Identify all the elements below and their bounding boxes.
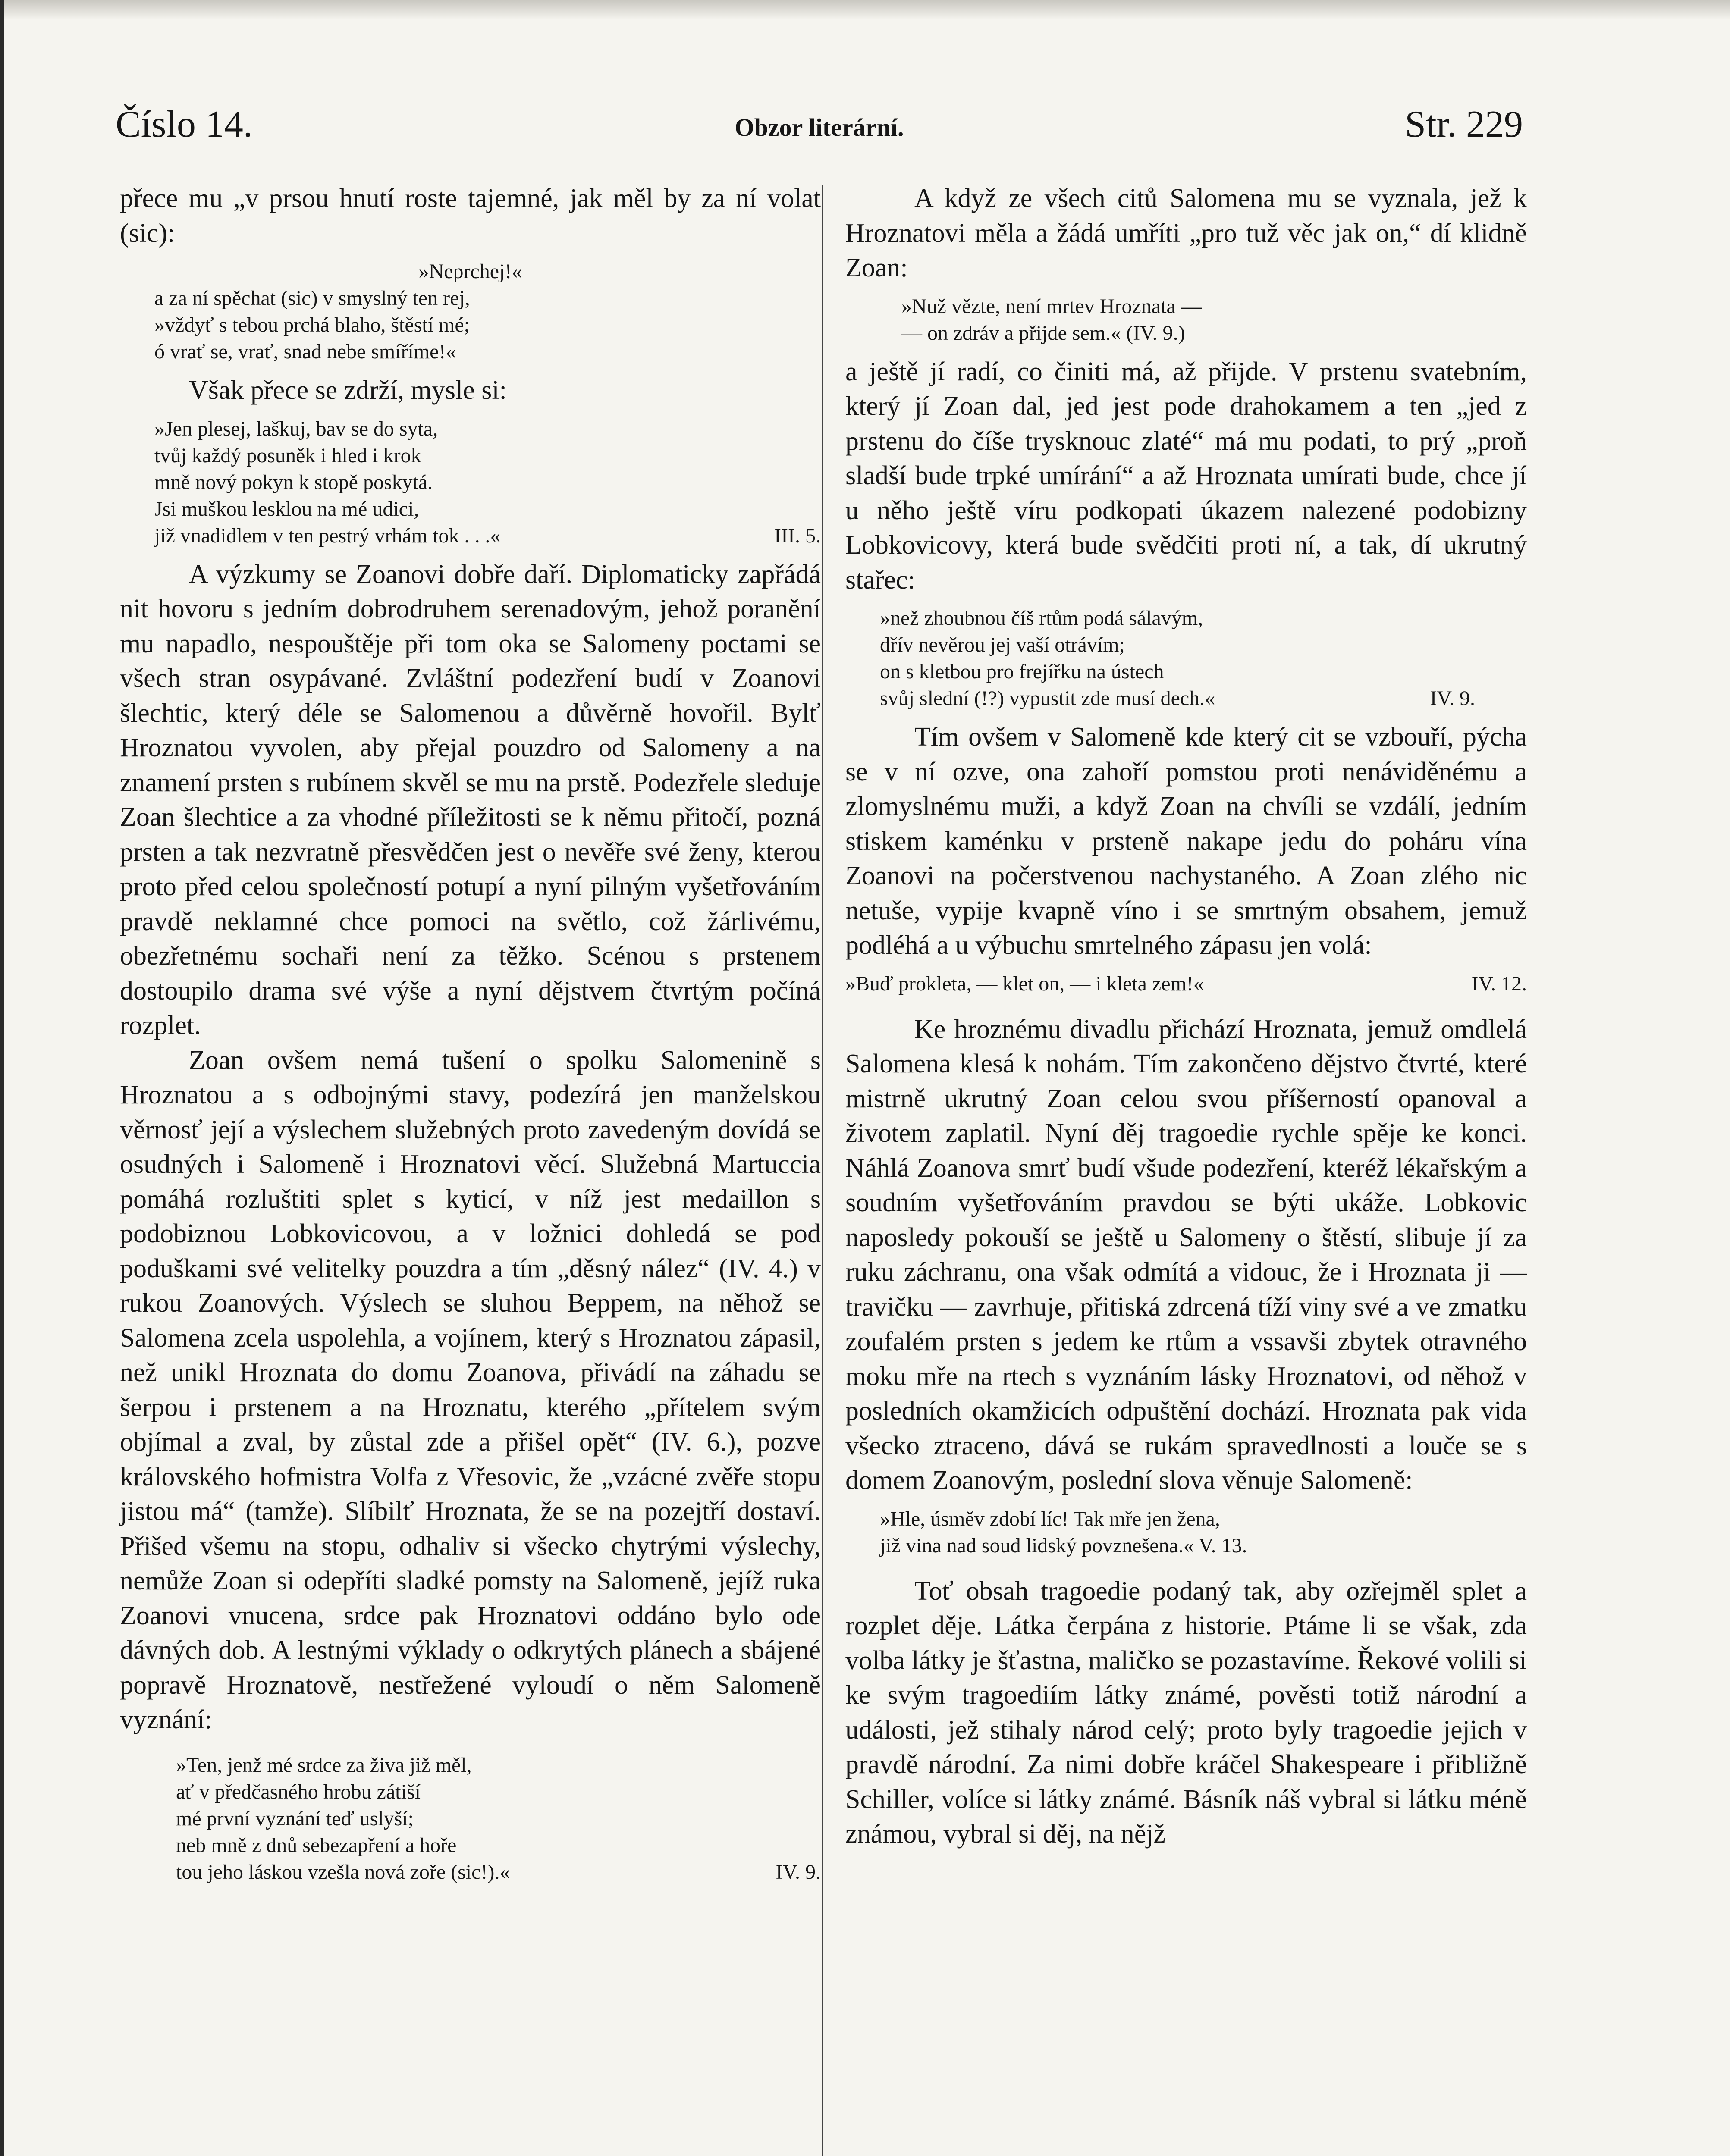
verse-citation: IV. 9. [776,1860,821,1883]
verse-line: již vina nad soud lidský povznešena.« [880,1534,1194,1557]
paragraph: Tím ovšem v Salomeně kde který cit se vzbouří, pýcha se v ní ozve, ona zahoří pomstou proti nenáviděnému a zlomyslnému muži, a když Zoan na chvíli se vzdálí, jedním stiskem kaménku v prsteně nakape jedu do poháru vína Zoanovi na počerstvenou nachystaného. A Zoan zlého nic netuše, vypije kvapně víno i se smrtným obsahem, jemuž podléhá a u výbuchu smrtelného zápasu jen volá: [845,722,1527,960]
verse-line: již vnadidlem v ten pestrý vrhám tok . . .« [154,524,501,547]
verse-line-with-citation [845,1532,1527,1559]
verse-line: »Hle, úsměv zdobí líc! Tak mře jen žena, [880,1507,1220,1530]
verse-line: dřív nevěrou jej vaší otrávím; [880,633,1125,656]
right-column [845,181,1527,1852]
verse-line: a za ní spěchat (sic) v smyslný ten rej, [154,287,470,310]
page-number: Str. 229 [1405,103,1523,145]
verse-line: on s kletbou pro frejířku na ústech [880,660,1164,683]
verse-line: »vždyť s tebou prchá blaho, štěstí mé; [154,313,470,336]
verse-line: ó vrať se, vrať, snad nebe smíříme!« [154,340,456,363]
verse-line: neb mně z dnů sebezapření a hoře [176,1833,457,1857]
paragraph: a ještě jí radí, co činiti má, až přijde. V prstenu svatebním, který jí Zoan dal, jed jest pode drahokamem a ten „jed z prstenu do číše trysknouc zlaté“ má mu podati, to prý „proň sladší bude trpké umírání“ a až Hroznata umírati bude, chce jí u něho ještě víru podkopati úkazem nalezené podobizny Lobkovicovy, která bude svědčiti proti ní, a tak, dí ukrutný stařec: [845,357,1527,595]
column-divider [822,185,823,2156]
verse-line-with-citation [120,523,821,549]
verse-line: »Nuž vězte, není mrtev Hroznata — [901,295,1202,318]
verse-line-with-citation [120,1859,821,1886]
verse-line: svůj slední (!?) vypustit zde musí dech.« [880,687,1215,710]
verse-citation: V. 13. [1199,1534,1247,1557]
verse-line: »Ten, jenž mé srdce za živa již měl, [176,1753,472,1777]
verse-line: mé první vyznání teď uslyší; [176,1807,414,1830]
paragraph: Zoan ovšem nemá tušení o spolku Salomenině s Hroznatou a s odbojnými stavy, podezírá jen manželskou věrnosť její a výslechem služebných proto zavedeným dovídá se osudných i Salomeně i Hroznatovi věcí. Služebná Martuccia pomáhá rozluštiti splet s kyticí, v níž jest medaillon s podobiznou Lobkovicovou, a v ložnici dohledá se pod poduškami své velitelky pouzdra a tím „děsný nález“ (IV. 4.) v rukou Zoanových. Výslech se sluhou Beppem, na něhož se Salomena zcela uspolehla, a vojínem, který s Hroznatou zápasil, než unikl Hroznata do domu Zoanova, přivádí na záhadu se šerpou i prstenem a na Hroznatu, kterého „přítelem svým objímal a zval, by zůstal zde a přišel opět“ (IV. 6.), pozve královského hofmistra Volfa z Vřesovic, že „vzácné zvěře stopu jistou má“ (tamže). Slíbilť Hroznata, že se na pozejtří dostaví. Přišed všemu na stopu, odhaliv si všecko chytrými výslechy, nemůže Zoan si odepříti sladké pomsty na Salomeně, jejíž ruka Zoanovi vnucena, srdce pak Hroznatovi oddáno bylo ode dávných dob. A lestnými výklady o odkrytých plánech a sbájené popravě Hroznatově, nestřežené vyloudí o něm Salomeně vyznání: [120,1045,821,1734]
verse-citation: III. 5. [774,524,821,547]
verse-line: tou jeho láskou vzešla nová zoře (sic!).« [176,1860,510,1883]
verse-line-with-citation [845,971,1527,997]
paragraph: přece mu „v prsou hnutí roste tajemné, jak měl by za ní volat (sic): [120,184,821,248]
paragraph: Ke hroznému divadlu přichází Hroznata, jemuž omdlelá Salomena klesá k nohám. Tím zakončeno dějstvo čtvrté, které mistrně ukrutný Zoan celou svou příšerností opanoval a životem zaplatil. Nyní děj tragoedie rychle spěje ke konci. Náhlá Zoanova smrť budí všude podezření, kteréž lékařským a soudním vyšetřováním pravdou se býti ukáže. Lobkovic naposledy pokouší se ještě u Salomeny o štěstí, slibuje jí za ruku záchranu, ona však odmítá a vidouc, že i Hroznata ji — travičku — zavrhuje, přitiská zdrcená tíží viny své a ve zmatku zoufalém prsten s jedem ke rtům a vssavši zbytek otravného moku mře na rtech s vyznáním lásky Hroznatovi, od něhož v posledních okamžicích odpuštění dochází. Hroznata pak vida všecko ztraceno, dává se rukám spravedlnosti a louče se s domem Zoanovým, poslední slova věnuje Salomeně: [845,1014,1527,1495]
verse-line: Jsi muškou lesklou na mé udici, [154,497,419,520]
page-header [116,103,1523,154]
verse-line: ať v předčasného hrobu zátiší [176,1780,421,1803]
paragraph: A výzkumy se Zoanovi dobře daří. Diplomaticky zapřádá nit hovoru s jedním dobrodruhem serenadovým, jehož poranění mu napadlo, nespouštěje při tom oka se Salomeny poctami se všech stran osypávané. Zvláštní podezření budí v Zoanovi šlechtic, který déle se Salomenou a důvěrně hovořil. Bylť Hroznatou vyvolen, aby přejal pouzdro od Salomeny a na znamení prsten s rubínem skvěl se mu na prstě. Podezřele sleduje Zoan šlechtice a za vhodné příležitosti se k němu přitočí, pozná prsten a tak nezvratně přesvědčen jest o nevěře své ženy, kterou proto před celou společností potupí a nyní pilným vyšetřováním pravdě neklamné chce pomoci na světlo, což žárlivému, obezřetnému sochaři není za těžko. Scénou s prstenem dostoupilo drama své výše a nyní dějstvem čtvrtým počíná rozplet. [120,559,821,1040]
verse-line: — on zdráv a přijde sem.« (IV. 9.) [901,321,1185,345]
paragraph: A když ze všech citů Salomena mu se vyznala, jež k Hroznatovi měla a žádá umříti „pro tuž věc jak on,“ dí klidně Zoan: [845,184,1527,282]
verse-line: tvůj každý posuněk i hled i krok [154,444,421,467]
paragraph: Však přece se zdrží, mysle si: [189,376,507,405]
verse-line: »než zhoubnou číš rtům podá sálavým, [880,607,1203,630]
verse-line: »Neprchej!« [418,260,522,283]
verse-citation: IV. 9. [1430,687,1475,710]
paragraph: Toť obsah tragoedie podaný tak, aby ozřejměl splet a rozplet děje. Látka čerpána z historie. Ptáme li se však, zda volba látky je šťastna, maličko se pozastavíme. Řekové volili si ke svým tragoediím látky známé, pověsti totiž národní a události, jež stihaly národ celý; proto byly tragoedie jejich v pravdě národní. Za nimi dobře kráčel Shakespeare i přibližně Schiller, volíce si látky známé. Básník náš vybral si látku méně známou, vybral si děj, na nějž [845,1576,1527,1849]
page-top-edge [4,0,1730,20]
verse-line-with-citation [845,685,1527,712]
left-column [120,181,821,1886]
verse-line: mně nový pokyn k stopě poskytá. [154,470,433,494]
journal-title: Obzor literární. [735,113,904,141]
verse-line: »Buď prokleta, — klet on, — i kleta zem!« [845,972,1204,995]
verse-line: »Jen plesej, laškuj, bav se do syta, [154,417,438,440]
verse-citation: IV. 12. [1471,972,1527,995]
issue-number: Číslo 14. [116,103,253,145]
